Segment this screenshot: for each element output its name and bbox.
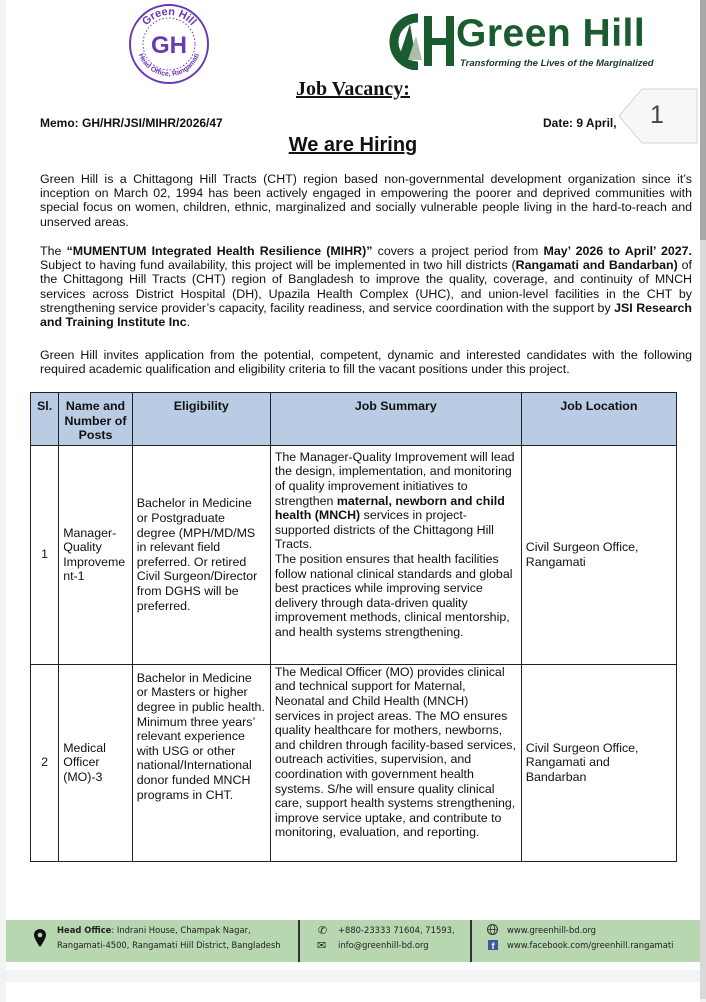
vacancy-table [30, 392, 677, 862]
hiring-headline: We are Hiring [288, 134, 418, 156]
website-link[interactable]: www.greenhill-bd.org [507, 925, 596, 935]
head-office-label: Head Office [57, 925, 112, 935]
col-header-summary: Job Summary [270, 393, 521, 446]
cell-summary: The Medical Officer (MO) provides clinical and technical support for Maternal, Neonatal and Child Health (MNCH) services in project areas. The MO ensures quality healthcare for mothers, newborns, and children through facility-based services, outreach activities, supervision, and coordination with government health systems. S/he will ensure quality clinical care, support health systems strengthening, improve service uptake, and contribute to monitoring, evaluation, and reporting. [270, 664, 521, 861]
text: . [186, 315, 191, 330]
facebook-link[interactable]: www.facebook.com/greenhill.rangamati [507, 940, 674, 950]
footer-divider [470, 920, 472, 962]
partner-name: JSI Research and Training Institute Inc [40, 300, 692, 330]
cell-eligibility: Bachelor in Medicine or Postgraduate degree (MPH/MD/MS in relevant field preferred. Or retired Civil Surgeon/Director from DGHS will be preferred. [132, 445, 270, 664]
project-period: May’ 2026 to April’ 2027. [543, 244, 692, 258]
memo-number: Memo: GH/HR/JSI/MIHR/2026/47 [40, 116, 223, 130]
text: services in project-supported districts of the Chittagong Hill Tracts. [274, 508, 494, 552]
text: of the Chittagong Hill Tracts (CHT) region of Bangladesh to improve the quality, coverage, and continuity of MNCH services across District Hospital (DH), Upazila Health Complex (UHC), and union-level facilities in the CHT by strengthening service provider’s capacity, facility readiness, and service coordination with the support by [40, 258, 693, 315]
cell-sl: 2 [31, 664, 59, 861]
project-districts: Rangamati and Bandarban) [515, 258, 678, 273]
text: Subject to having fund availability, this project will be implemented in two hill districts ( [40, 258, 516, 273]
svg-text:Green Hill [140, 6, 199, 28]
text: The Manager-Quality Improvement will lead the design, implementation, and monitoring of quality improvement initiatives to strengthen [274, 449, 515, 508]
seal-bottom-text: Head Office, Rangamati [136, 52, 202, 79]
cell-location: Civil Surgeon Office, Rangamati and Bandarban [521, 664, 676, 861]
address-line-1 [57, 923, 251, 938]
col-header-post: Name and Number of Posts [59, 393, 133, 446]
col-header-eligibility: Eligibility [132, 393, 270, 446]
seal-top-text: Green Hill [139, 5, 199, 28]
text: : Indrani House, Champak Nagar, [111, 925, 251, 935]
page-gap [0, 970, 706, 982]
text: The [40, 244, 67, 258]
svg-text:f: f [491, 941, 495, 950]
location-pin-icon [34, 929, 46, 947]
table-header-row [31, 393, 677, 446]
mail-icon: ✉ [317, 939, 327, 952]
text: covers a project period from [372, 244, 544, 258]
contact-footer [6, 920, 700, 962]
scrollbar-thumb[interactable] [700, 0, 706, 240]
project-name: “MUMENTUM Integrated Health Resilience (MIHR)” [66, 244, 373, 258]
email-link[interactable]: info@greenhill-bd.org [338, 940, 429, 950]
phone-icon: ✆ [318, 924, 328, 937]
next-page [6, 982, 700, 1002]
footer-divider [298, 920, 300, 962]
cell-post: Manager-Quality Improveme nt-1 [59, 445, 133, 664]
document-date: Date: 9 April, [543, 116, 617, 130]
phone-number[interactable]: +880-23333 71604, 71593, [338, 925, 455, 935]
col-header-sl: Sl. [31, 393, 59, 446]
invitation-paragraph: Green Hill invites application from the potential, competent, dynamic and interested candidates with the following required academic qualification and eligibility criteria to fill the vacant positions under this project. [40, 348, 692, 377]
cell-eligibility: Bachelor in Medicine or Masters or higher degree in public health. Minimum three years’ relevant experience with USG or other national/International donor funded MNCH programs in CHT. [132, 664, 270, 861]
brand-name: Green Hill [456, 12, 646, 55]
table-row [31, 664, 677, 861]
cell-location: Civil Surgeon Office, Rangamati [521, 445, 676, 664]
table-row [31, 445, 677, 664]
project-paragraph [40, 244, 692, 329]
globe-icon [487, 924, 498, 935]
page-number: 1 [650, 101, 664, 129]
text: The position ensures that health facilities follow national clinical standards and global best practices while improving service delivery through data-driven quality improvement methods, clinical mentorship, and health systems strengthening. [274, 551, 513, 639]
brand-tagline: Transforming the Lives of the Marginalized [460, 58, 654, 69]
intro-paragraph: Green Hill is a Chittagong Hill Tracts (CHT) region based non-governmental development organization since it’s inception on March 02, 1994 has been actively engaged in empowering the poorer and deprived communities with special focus on women, children, ethnic, marginalized and socially vulnerable people living in the hard-to-reach and unserved areas. [40, 172, 692, 229]
cell-summary [270, 445, 521, 664]
address-line-2: Rangamati-4500, Rangamati Hill District, Bangladesh [57, 940, 281, 950]
green-hill-seal-logo [128, 3, 210, 85]
text-bold: maternal, newborn and child health (MNCH) [274, 493, 505, 523]
cell-post: Medical Officer (MO)-3 [59, 664, 133, 861]
facebook-icon [488, 940, 498, 950]
seal-monogram: GH [151, 32, 187, 59]
document-title: Job Vacancy: [296, 78, 410, 100]
col-header-location: Job Location [521, 393, 676, 446]
cell-sl: 1 [31, 445, 59, 664]
